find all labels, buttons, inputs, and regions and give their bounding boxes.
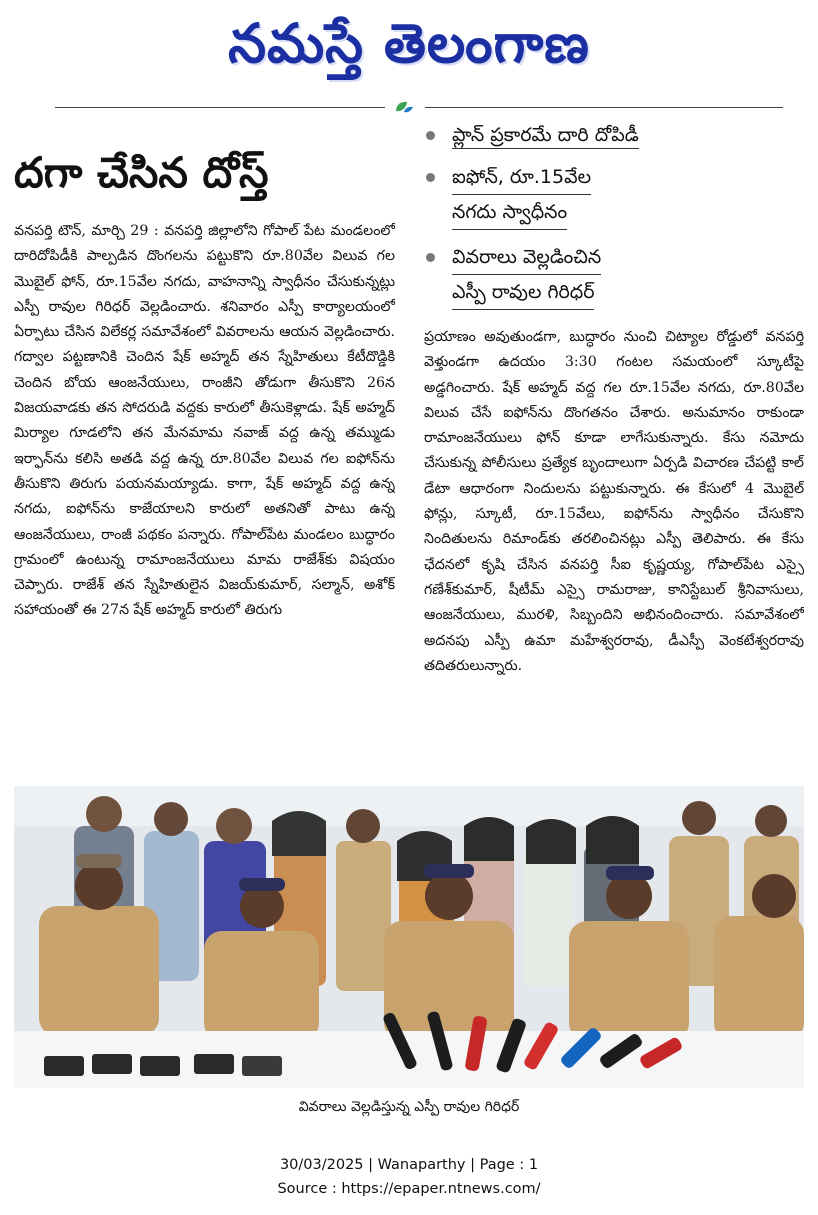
press-meet-photo (14, 786, 804, 1088)
press-meet-illustration (14, 786, 804, 1088)
masthead-logo: నమస్తే తెలంగాణ (228, 11, 590, 75)
bullet-dot-icon (426, 131, 435, 140)
page-footer (0, 1153, 818, 1201)
footer-source: Source : https://epaper.ntnews.com/ (277, 1181, 541, 1197)
divider-right (425, 107, 783, 108)
masthead (0, 0, 818, 95)
article-column-right: ప్రయాణం అవుతుండగా, బుద్ధారం నుంచి చిట్యాల రోడ్డులో వనపర్తి వెళ్తుండగా ఉదయం 3:30 గంటల సమయంలో స్కూటీపై అడ్డగించారు. షేక్ అహ్మద్ వద్ద గల రూ.15వేల నగదు, రూ.80వేల విలువ చేసే ఐఫోన్‌ను దొంగతనం చేశారు. అనుమానం రాకుండా రామాంజనేయులు ఫోన్ కూడా లాగేసుకున్నారు. కేసు నమోదు చేసుకున్న పోలీసులు ప్రత్యేక బృందాలుగా ఏర్పడి విచారణ చేపట్టి కాల్ డేటా ఆధారంగా నిందులను పట్టుకున్నారు. ఈ కేసులో 4 మొబైల్ ఫోన్లు, స్కూటీ, రూ.15వేలు, ఐఫోన్‌ను స్వాధీనం చేసుకొని నిందితులను రిమాండ్‌కు తరలించినట్లు ఎస్పీ తెలిపారు. ఈ కేసు ఛేదనలో కృషి చేసిన వనపర్తి సీఐ కృష్ణయ్య, గోపాల్‌పేట ఎస్సై గణేశ్‌కుమార్, షీటీమ్ ఎస్సై రామరాజు, కానిస్టేబుల్ శ్రీనివాసులు, ఆంజనేయులు, మురళి, సిబ్బందిని అభినందించారు. సమావేశంలో అదనపు ఎస్పీ ఉమా మహేశ్వరరావు, డీఎస్పీ వెంకటేశ్వరరావు తదితరులున్నారు. (424, 329, 804, 674)
footer-date-edition: 30/03/2025 | Wanaparthy | Page : 1 (279, 1157, 539, 1173)
bullet-dot-icon (426, 173, 435, 182)
highlight-text: నగదు స్వాధీనం (452, 195, 567, 230)
highlight-text: ఎస్పీ రావుల గిరిధర్ (452, 275, 594, 310)
highlight-text: ఐఫోన్, రూ.15వేల (452, 160, 591, 195)
highlights-list (420, 118, 800, 312)
highlight-text: వివరాలు వెల్లడించిన (452, 240, 601, 275)
headline: దగా చేసిన దోస్త్ (14, 148, 269, 197)
highlight-item (420, 240, 800, 312)
highlight-item (420, 118, 800, 152)
leaf-icon (393, 99, 415, 115)
highlight-item (420, 160, 800, 232)
highlight-text: ప్లాన్ ప్రకారమే దారి దోపిడీ (452, 124, 639, 149)
bullet-dot-icon (426, 253, 435, 262)
article-column-left: వనపర్తి టౌన్, మార్చి 29 : వనపర్తి జిల్లాలోని గోపాల్ పేట మండలంలో దారిదోపిడీకి పాల్పడిన దొంగలను పట్టుకొని రూ.80వేల విలువ గల మొబైల్ ఫోన్, రూ.15వేల నగదు, వాహనాన్ని స్వాధీనం చేసుకున్నట్లు ఎస్పీ రావుల గిరిధర్ వెల్లడించారు. శనివారం ఎస్పీ కార్యాలయంలో ఏర్పాటు చేసిన విలేకర్ల సమావేశంలో వివరాలను ఆయన వెల్లడించారు. గద్వాల పట్టణానికి చెందిన షేక్ అహ్మద్ తన స్నేహితులు కేటీదొడ్డికి చెందిన బోయ ఆంజనేయులు, రాంజీని తోడుగా తీసుకొని 26న విజయవాడకు తన సోదరుడి వద్దకు కారులో తీసుకెళ్లాడు. షేక్ అహ్మద్ మిర్యాల గూడలోని తన మేనమామ నవాజ్ వద్ద ఉన్న తమ్ముడు ఇర్ఫాన్‌ను కలిసి అతడి వద్ద ఉన్న రూ.80వేల విలువ గల ఐఫోన్‌ను తీసుకొని తిరుగు పయనమయ్యాడు. కాగా, షేక్ అహ్మద్ వద్ద ఉన్న నగదు, ఐఫోన్‌ను కాజేయాలని కారులో అతనితో పాటు ఉన్న ఆంజనేయులు, రాంజీ పథకం పన్నారు. గోపాల్‌పేట మండలం బుద్ధారం గ్రామంలో ఉంటున్న రామాంజనేయులు మామ రాజేశ్‌కు విషయం చెప్పారు. రాజేశ్ తన స్నేహితులైన విజయ్‌కుమార్, సల్మాన్, అశోక్ సహాయంతో ఈ 27న షేక్ అహ్మద్ కారులో తిరుగు (14, 223, 395, 619)
photo-caption: వివరాలు వెల్లడిస్తున్న ఎస్పీ రావుల గిరిధర్ (298, 1099, 520, 1115)
divider-left (55, 107, 385, 108)
